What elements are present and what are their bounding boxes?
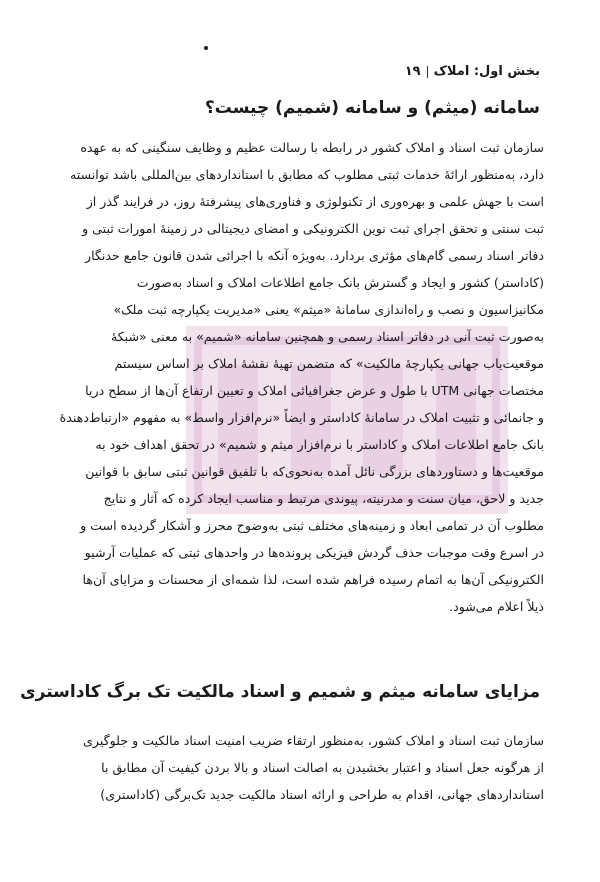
text-line: الکترونیکی آن‌ها به اتمام رسیده فراهم شده است، لذا شمه‌ای از محسنات و مزایای آن‌ها: [82, 572, 544, 587]
text-line: استانداردهای جهانی، اقدام به طراحی و ارائه اسناد مالکیت جدید تک‌برگی (کاداستری): [100, 787, 544, 802]
text-line: در اسرع وقت موجبات حذف گردش فیزیکی پرونده‌ها در واحدهای ثبتی که عملیات آرشیو: [84, 545, 544, 560]
running-header: [405, 64, 540, 79]
paragraph-2: [56, 727, 544, 808]
text-line: سازمان ثبت اسناد و املاک کشور در رابطه با رسالت عظیم و وظایف سنگینی که به عهده: [80, 140, 544, 155]
header-separator: [427, 66, 428, 78]
text-line: دفاتر اسناد رسمی گام‌های مؤثری بردارد. به‌ویژه آنکه با اجرائی شدن قانون جامع حدنگار: [84, 248, 544, 263]
text-line: بانک جامع اطلاعات املاک و کاداستر با نرم‌افزار میثم و شمیم» در تحقق اهداف خود به: [95, 437, 544, 452]
section-heading-2: مزایای سامانه میثم و شمیم و اسناد مالکیت تک برگ کاداستری: [20, 682, 540, 702]
text-line: به‌صورت ثبت آنی در دفاتر اسناد رسمی و همچنین سامانه «شمیم» به معنی «شبکهٔ: [110, 329, 544, 344]
text-line: موقعیت‌ها و دستاوردهای بزرگی نائل آمده به‌نحوی‌که با تلفیق قوانین ثبتی سابق با قوانین: [85, 464, 544, 479]
text-line: دارد، به‌منظور ارائهٔ خدمات ثبتی مطلوب که مطابق با استانداردهای بین‌المللی باشد توانسته: [70, 167, 544, 182]
text-line: مطلوب آن در تمامی ابعاد و زمینه‌های مختلف ثبتی به‌وضوح محرز و آشکار گردیده است و: [80, 518, 544, 533]
header-section: بخش اول: املاک: [433, 64, 540, 79]
paragraph-1: [56, 134, 544, 620]
page-dot: [204, 46, 208, 50]
text-line: است با جهش علمی و بهره‌وری از تکنولوژی و فناوری‌های پیشرفتهٔ روز، در فرایند گذر از: [86, 194, 544, 209]
text-line: مختصات جهانی UTM با طول و عرض جغرافیائی املاک و تعیین ارتفاع آن‌ها از سطح دریا: [85, 383, 544, 398]
text-line: موقعیت‌یاب جهانی یکپارچهٔ مالکیت» که متضمن تهیهٔ نقشهٔ املاک بر اساس سیستم: [114, 356, 544, 371]
page-number: ۱۹: [404, 64, 421, 79]
text-line: جدید و لاحق، میان سنت و مدرنیته، پیوندی مرتبط و مناسب ایجاد کرده که آثار و نتایج: [103, 491, 544, 506]
text-line: سازمان ثبت اسناد و املاک کشور، به‌منظور ارتقاء ضریب امنیت اسناد مالکیت و جلوگیری: [83, 733, 544, 748]
text-line: ذیلاً اعلام می‌شود.: [449, 599, 544, 614]
text-line: از هرگونه جعل اسناد و اعتبار بخشیدن به اصالت اسناد و بالا بردن کیفیت آن مطابق با: [101, 760, 544, 775]
text-line: مکانیزاسیون و نصب و راه‌اندازی سامانهٔ «میثم» یعنی «مدیریت یکپارچه ثبت ملک»: [113, 302, 544, 317]
section-heading-1: سامانه (میثم) و سامانه (شمیم) چیست؟: [204, 98, 540, 118]
text-line: ثبت سنتی و تحقق اجرای ثبت نوین الکترونیکی و امضای دیجیتالی در زمینهٔ امورات ثبتی و: [82, 221, 544, 236]
text-line: و جانمائی و تثبیت املاک در سامانهٔ کاداستر و ایضاً «نرم‌افزار واسط» به مفهوم «ارتباط‌دهندهٔ: [59, 410, 544, 425]
text-line: (کاداستر) کشور و ایجاد و گسترش بانک جامع اطلاعات املاک و اسناد به‌صورت: [136, 275, 544, 290]
